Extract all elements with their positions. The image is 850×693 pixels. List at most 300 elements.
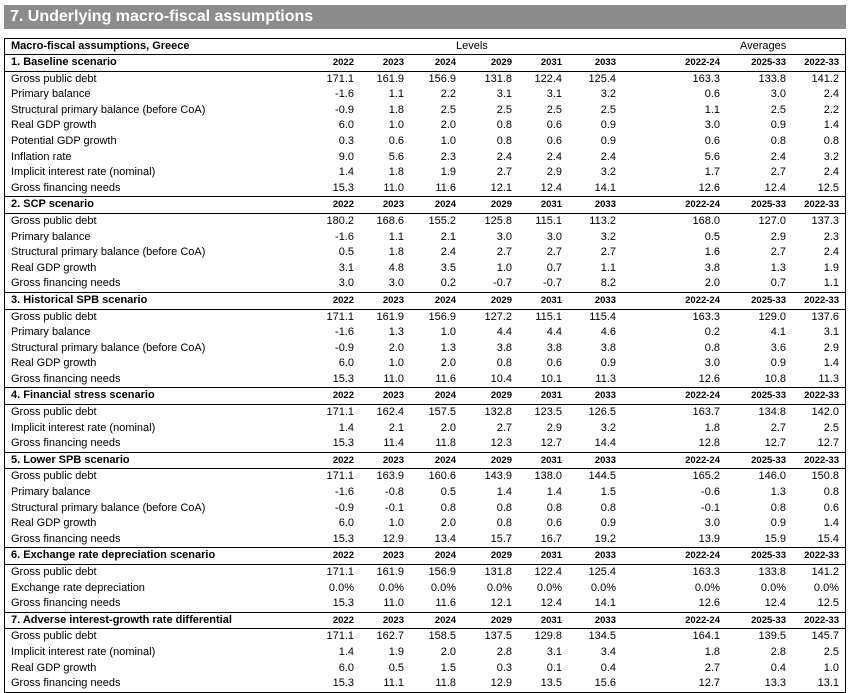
row-label: Gross financing needs bbox=[11, 597, 121, 610]
row-label: Gross public debt bbox=[11, 566, 97, 578]
table-cell: 1.6 bbox=[704, 246, 720, 259]
table-cell: 0.0% bbox=[536, 581, 562, 594]
table-cell: 1.9 bbox=[823, 261, 839, 274]
row-label: Primary balance bbox=[11, 88, 91, 101]
table-row bbox=[4, 436, 846, 453]
column-header: 2024 bbox=[434, 390, 456, 402]
table-cell: 163.3 bbox=[692, 566, 720, 578]
table-cell: 171.1 bbox=[326, 72, 354, 85]
table-cell: 0.9 bbox=[770, 357, 786, 370]
row-label: Real GDP growth bbox=[11, 119, 97, 132]
column-header: 2025-33 bbox=[751, 57, 786, 68]
column-header: 2024 bbox=[434, 57, 456, 68]
table-cell: -0.1 bbox=[701, 501, 720, 514]
row-label: Gross financing needs bbox=[11, 437, 121, 450]
table-row bbox=[4, 103, 846, 119]
table-cell: 5.6 bbox=[704, 150, 720, 163]
table-cell: 2.5 bbox=[600, 103, 616, 116]
table-cell: 133.8 bbox=[758, 566, 786, 578]
table-cell: 0.1 bbox=[546, 661, 562, 674]
table-cell: 165.2 bbox=[692, 470, 720, 483]
table-cell: 0.6 bbox=[546, 134, 562, 147]
table-cell: 2.2 bbox=[440, 88, 456, 101]
column-header: 2022-24 bbox=[685, 199, 720, 211]
table-title-banner bbox=[4, 5, 846, 29]
column-header: 2031 bbox=[540, 294, 562, 306]
table-cell: 127.2 bbox=[484, 310, 512, 323]
table-cell: 1.4 bbox=[823, 357, 839, 370]
table-cell: 158.5 bbox=[428, 630, 456, 643]
column-header: 2029 bbox=[490, 454, 512, 466]
table-cell: 171.1 bbox=[326, 470, 354, 483]
table-cell: 163.9 bbox=[376, 470, 404, 483]
column-header: 2022-33 bbox=[804, 390, 839, 402]
column-header: 2022-24 bbox=[685, 57, 720, 68]
table-cell: 157.5 bbox=[428, 406, 456, 419]
table-cell: 0.0% bbox=[694, 581, 720, 594]
table-row bbox=[4, 325, 846, 341]
table-cell: 1.0 bbox=[388, 517, 404, 530]
table-cell: 0.8 bbox=[704, 341, 720, 354]
table-cell: 162.4 bbox=[376, 406, 404, 419]
table-cell: 2.7 bbox=[600, 246, 616, 259]
table-cell: 4.6 bbox=[600, 326, 616, 339]
column-header: 2031 bbox=[540, 454, 562, 466]
table-cell: 6.0 bbox=[338, 517, 354, 530]
section-title: 1. Baseline scenario bbox=[11, 56, 117, 68]
table-cell: 5.6 bbox=[388, 150, 404, 163]
table-cell: 1.7 bbox=[704, 166, 720, 179]
table-cell: 142.0 bbox=[811, 406, 839, 419]
row-label: Gross public debt bbox=[11, 406, 97, 419]
table-cell: 113.2 bbox=[589, 214, 616, 227]
table-cell: 12.7 bbox=[764, 437, 786, 450]
table-cell: 141.2 bbox=[811, 566, 839, 578]
table-body bbox=[4, 55, 846, 693]
table-cell: 2.1 bbox=[388, 421, 404, 434]
section-header-row bbox=[4, 293, 846, 310]
table-cell: 2.7 bbox=[496, 421, 512, 434]
table-cell: 3.2 bbox=[600, 88, 616, 101]
column-header: 2033 bbox=[594, 454, 616, 466]
table-cell: 0.5 bbox=[388, 661, 404, 674]
table-cell: 11.0 bbox=[383, 181, 404, 194]
table-cell: 2.3 bbox=[823, 230, 839, 243]
table-cell: 3.0 bbox=[546, 230, 562, 243]
table-cell: 3.8 bbox=[600, 341, 616, 354]
row-label: Gross financing needs bbox=[11, 181, 121, 194]
table-cell: 15.3 bbox=[332, 437, 354, 450]
table-cell: 0.8 bbox=[770, 501, 786, 514]
table-cell: 168.0 bbox=[692, 214, 720, 227]
table-cell: 6.0 bbox=[338, 357, 354, 370]
table-cell: 3.1 bbox=[496, 88, 512, 101]
column-header: 2022 bbox=[332, 294, 354, 306]
table-cell: 1.4 bbox=[823, 119, 839, 132]
table-cell: 1.1 bbox=[823, 277, 839, 290]
section-header-row bbox=[4, 388, 846, 405]
table-cell: 1.4 bbox=[338, 645, 354, 658]
table-cell: 8.2 bbox=[600, 277, 616, 290]
table-cell: 137.5 bbox=[484, 630, 512, 643]
section-header-row bbox=[4, 613, 846, 630]
table-cell: 3.2 bbox=[600, 230, 616, 243]
table-cell: 160.6 bbox=[428, 470, 456, 483]
table-cell: 0.5 bbox=[440, 486, 456, 499]
table-cell: 0.6 bbox=[546, 357, 562, 370]
table-cell: 3.2 bbox=[823, 150, 839, 163]
table-cell: 3.2 bbox=[600, 166, 616, 179]
table-cell: 2.5 bbox=[770, 103, 786, 116]
table-cell: 2.0 bbox=[440, 421, 456, 434]
table-row bbox=[4, 372, 846, 389]
column-header: 2022-33 bbox=[804, 57, 839, 68]
section-header-row bbox=[4, 55, 846, 72]
table-row bbox=[4, 532, 846, 549]
table-cell: 2.5 bbox=[546, 103, 562, 116]
row-label: Structural primary balance (before CoA) bbox=[11, 246, 206, 259]
table-cell: 2.0 bbox=[704, 277, 720, 290]
table-cell: 131.8 bbox=[484, 72, 512, 85]
column-header: 2029 bbox=[490, 294, 512, 306]
row-label: Exchange rate depreciation bbox=[11, 581, 145, 594]
table-cell: 0.4 bbox=[770, 661, 786, 674]
table-row bbox=[4, 87, 846, 103]
table-cell: 1.3 bbox=[770, 486, 786, 499]
table-cell: 4.1 bbox=[770, 326, 786, 339]
column-header: 2022 bbox=[332, 390, 354, 402]
table-cell: 1.0 bbox=[440, 326, 456, 339]
table-cell: 0.6 bbox=[546, 517, 562, 530]
table-cell: 2.5 bbox=[823, 421, 839, 434]
column-header: 2024 bbox=[434, 550, 456, 562]
table-cell: 0.6 bbox=[704, 88, 720, 101]
table-cell: 1.5 bbox=[440, 661, 456, 674]
table-row bbox=[4, 629, 846, 645]
table-cell: 0.9 bbox=[600, 134, 616, 147]
table-cell: 146.0 bbox=[758, 470, 786, 483]
column-header: 2033 bbox=[594, 550, 616, 562]
column-header: 2025-33 bbox=[751, 390, 786, 402]
section-title: 4. Financial stress scenario bbox=[11, 389, 155, 402]
column-header: 2031 bbox=[540, 57, 562, 68]
table-cell: 2.1 bbox=[440, 230, 456, 243]
table-cell: 2.4 bbox=[600, 150, 616, 163]
levels-group-label: Levels bbox=[456, 40, 488, 52]
section-title: 3. Historical SPB scenario bbox=[11, 293, 148, 306]
table-cell: 12.4 bbox=[540, 597, 562, 610]
table-row bbox=[4, 356, 846, 372]
column-header: 2025-33 bbox=[751, 199, 786, 211]
table-cell: 12.3 bbox=[490, 437, 512, 450]
table-cell: 15.6 bbox=[594, 677, 616, 690]
table-row bbox=[4, 645, 846, 661]
table-cell: -0.9 bbox=[335, 103, 354, 116]
table-cell: 0.9 bbox=[770, 119, 786, 132]
table-cell: 12.5 bbox=[817, 597, 839, 610]
table-row bbox=[4, 214, 846, 230]
table-cell: 4.4 bbox=[546, 326, 562, 339]
section-header-row bbox=[4, 197, 846, 214]
table-cell: 1.0 bbox=[388, 119, 404, 132]
table-cell: 2.4 bbox=[823, 246, 839, 259]
table-cell: 3.2 bbox=[600, 421, 616, 434]
table-cell: 0.8 bbox=[496, 357, 512, 370]
row-label: Primary balance bbox=[11, 326, 91, 339]
table-cell: 1.1 bbox=[388, 88, 404, 101]
table-row bbox=[4, 165, 846, 181]
column-header: 2022 bbox=[332, 199, 354, 211]
row-label: Implicit interest rate (nominal) bbox=[11, 166, 156, 179]
column-header: 2023 bbox=[382, 390, 404, 402]
table-cell: 0.8 bbox=[440, 501, 456, 514]
table-cell: -0.7 bbox=[543, 277, 562, 290]
table-cell: -0.8 bbox=[385, 486, 404, 499]
table-cell: 0.0% bbox=[590, 581, 616, 594]
table-cell: 12.4 bbox=[764, 181, 786, 194]
table-cell: -1.6 bbox=[335, 230, 354, 243]
row-label: Real GDP growth bbox=[11, 661, 97, 674]
table-cell: 1.4 bbox=[338, 421, 354, 434]
table-cell: 2.7 bbox=[496, 166, 512, 179]
table-cell: 129.8 bbox=[534, 630, 562, 643]
table-row bbox=[4, 516, 846, 532]
table-cell: 0.5 bbox=[704, 230, 720, 243]
table-row bbox=[4, 469, 846, 485]
table-cell: 6.0 bbox=[338, 661, 354, 674]
table-cell: 122.4 bbox=[534, 72, 562, 85]
table-cell: 1.1 bbox=[704, 103, 720, 116]
column-header: 2022 bbox=[332, 57, 354, 68]
column-header: 2031 bbox=[540, 550, 562, 562]
table-cell: 11.8 bbox=[435, 437, 456, 450]
table-cell: 1.0 bbox=[496, 261, 512, 274]
table-cell: 12.6 bbox=[698, 372, 720, 385]
table-cell: -0.9 bbox=[335, 501, 354, 514]
table-cell: 15.4 bbox=[817, 532, 839, 545]
table-cell: 2.7 bbox=[704, 661, 720, 674]
table-cell: 2.9 bbox=[823, 341, 839, 354]
table-cell: 13.9 bbox=[698, 532, 720, 545]
table-right-border bbox=[845, 38, 846, 693]
column-header: 2022-33 bbox=[804, 550, 839, 562]
table-cell: -1.6 bbox=[335, 326, 354, 339]
column-header: 2025-33 bbox=[751, 454, 786, 466]
table-row bbox=[4, 501, 846, 517]
table-cell: 161.9 bbox=[376, 72, 404, 85]
table-cell: 2.7 bbox=[546, 246, 562, 259]
table-title: 7. Underlying macro-fiscal assumptions bbox=[10, 8, 314, 25]
table-cell: 132.8 bbox=[484, 406, 512, 419]
column-header: 2029 bbox=[490, 199, 512, 211]
row-label: Gross financing needs bbox=[11, 372, 121, 385]
column-header: 2023 bbox=[382, 57, 404, 68]
table-cell: 0.0% bbox=[430, 581, 456, 594]
table-cell: 12.1 bbox=[490, 181, 512, 194]
column-header: 2024 bbox=[434, 199, 456, 211]
table-cell: 12.7 bbox=[698, 677, 720, 690]
column-header: 2023 bbox=[382, 294, 404, 306]
column-header: 2022 bbox=[332, 614, 354, 626]
table-cell: 0.9 bbox=[600, 119, 616, 132]
table-cell: 1.4 bbox=[823, 517, 839, 530]
table-cell: 2.5 bbox=[823, 645, 839, 658]
table-cell: 2.5 bbox=[496, 103, 512, 116]
column-header: 2029 bbox=[490, 57, 512, 68]
table-cell: 3.0 bbox=[338, 277, 354, 290]
table-header-row bbox=[4, 38, 846, 55]
table-cell: 4.8 bbox=[388, 261, 404, 274]
table-cell: 155.2 bbox=[428, 214, 456, 227]
row-label: Real GDP growth bbox=[11, 517, 97, 530]
table-header-label: Macro-fiscal assumptions, Greece bbox=[11, 40, 190, 52]
row-label: Real GDP growth bbox=[11, 261, 97, 274]
table-cell: 0.9 bbox=[600, 517, 616, 530]
table-cell: 1.8 bbox=[388, 166, 404, 179]
table-cell: 115.1 bbox=[535, 214, 562, 227]
table-row bbox=[4, 485, 846, 501]
table-cell: 0.7 bbox=[546, 261, 562, 274]
table-cell: 0.0% bbox=[486, 581, 512, 594]
table-cell: 1.4 bbox=[546, 486, 562, 499]
column-header: 2033 bbox=[594, 614, 616, 626]
row-label: Gross public debt bbox=[11, 72, 97, 85]
table-cell: 141.2 bbox=[811, 72, 839, 85]
column-header: 2029 bbox=[490, 614, 512, 626]
table-cell: 11.3 bbox=[595, 372, 616, 385]
table-cell: 3.0 bbox=[704, 119, 720, 132]
table-cell: 115.1 bbox=[535, 310, 562, 323]
table-cell: 0.9 bbox=[600, 357, 616, 370]
column-header: 2023 bbox=[382, 199, 404, 211]
table-cell: 171.1 bbox=[326, 310, 354, 323]
table-cell: 14.4 bbox=[594, 437, 616, 450]
table-cell: 13.4 bbox=[434, 532, 456, 545]
table-cell: 0.6 bbox=[388, 134, 404, 147]
table-cell: -0.6 bbox=[701, 486, 720, 499]
row-label: Gross financing needs bbox=[11, 677, 121, 690]
table-cell: 19.2 bbox=[594, 532, 616, 545]
table-cell: 14.1 bbox=[594, 181, 616, 194]
table-cell: 2.7 bbox=[770, 246, 786, 259]
table-cell: 156.9 bbox=[428, 72, 456, 85]
table-cell: 3.8 bbox=[496, 341, 512, 354]
table-cell: 3.1 bbox=[546, 88, 562, 101]
table-cell: 133.8 bbox=[758, 72, 786, 85]
table-row bbox=[4, 118, 846, 134]
table-cell: 13.1 bbox=[817, 677, 839, 690]
table-cell: 168.6 bbox=[376, 214, 404, 227]
table-cell: 0.8 bbox=[496, 119, 512, 132]
table-cell: 0.4 bbox=[600, 661, 616, 674]
table-row bbox=[4, 72, 846, 88]
column-header: 2029 bbox=[490, 390, 512, 402]
column-header: 2022 bbox=[332, 550, 354, 562]
table-cell: 14.1 bbox=[594, 597, 616, 610]
table-cell: 2.9 bbox=[546, 421, 562, 434]
column-header: 2025-33 bbox=[751, 614, 786, 626]
table-row bbox=[4, 421, 846, 437]
column-header: 2024 bbox=[434, 614, 456, 626]
row-label: Real GDP growth bbox=[11, 357, 97, 370]
column-header: 2029 bbox=[490, 550, 512, 562]
table-cell: 13.5 bbox=[540, 677, 562, 690]
row-label: Implicit interest rate (nominal) bbox=[11, 645, 156, 658]
table-cell: 15.3 bbox=[332, 532, 354, 545]
table-cell: 3.8 bbox=[546, 341, 562, 354]
column-header: 2022-33 bbox=[804, 294, 839, 306]
column-header: 2033 bbox=[594, 390, 616, 402]
table-cell: 2.0 bbox=[388, 341, 404, 354]
table-cell: 12.8 bbox=[698, 437, 720, 450]
table-cell: -0.1 bbox=[385, 501, 404, 514]
column-header: 2023 bbox=[382, 614, 404, 626]
table-cell: 3.6 bbox=[770, 341, 786, 354]
table-cell: 0.0% bbox=[760, 581, 786, 594]
row-label: Gross financing needs bbox=[11, 532, 121, 545]
table-cell: 0.8 bbox=[823, 134, 839, 147]
table-cell: 11.6 bbox=[435, 597, 456, 610]
table-cell: 129.0 bbox=[758, 310, 786, 323]
column-header: 2022-33 bbox=[804, 454, 839, 466]
table-cell: 11.3 bbox=[818, 372, 839, 385]
table-cell: 0.2 bbox=[440, 277, 456, 290]
table-cell: 143.9 bbox=[484, 470, 512, 483]
table-cell: 164.1 bbox=[692, 630, 720, 643]
table-left-border bbox=[4, 38, 5, 693]
table-cell: 163.3 bbox=[692, 310, 720, 323]
table-cell: 12.7 bbox=[817, 437, 839, 450]
table-cell: 2.4 bbox=[823, 166, 839, 179]
table-cell: 0.7 bbox=[770, 277, 786, 290]
table-cell: 2.0 bbox=[440, 517, 456, 530]
table-cell: 1.9 bbox=[440, 166, 456, 179]
table-cell: 1.3 bbox=[388, 326, 404, 339]
table-cell: 0.8 bbox=[823, 486, 839, 499]
row-label: Gross public debt bbox=[11, 630, 97, 643]
table-cell: 2.7 bbox=[496, 246, 512, 259]
table-cell: 3.0 bbox=[770, 88, 786, 101]
table-cell: 123.5 bbox=[534, 406, 562, 419]
table-cell: 2.8 bbox=[770, 645, 786, 658]
column-header: 2025-33 bbox=[751, 294, 786, 306]
column-header: 2022 bbox=[332, 454, 354, 466]
table-cell: 1.4 bbox=[496, 486, 512, 499]
row-label: Structural primary balance (before CoA) bbox=[11, 341, 206, 354]
table-cell: 0.6 bbox=[546, 119, 562, 132]
column-header: 2033 bbox=[594, 294, 616, 306]
table-cell: 12.6 bbox=[698, 181, 720, 194]
table-cell: 0.0% bbox=[813, 581, 839, 594]
table-cell: 0.3 bbox=[496, 661, 512, 674]
table-row bbox=[4, 676, 846, 693]
table-cell: 134.5 bbox=[588, 630, 616, 643]
table-cell: 2.4 bbox=[496, 150, 512, 163]
table-cell: 161.9 bbox=[376, 310, 404, 323]
table-cell: 10.1 bbox=[540, 372, 562, 385]
table-cell: 163.7 bbox=[692, 406, 720, 419]
table-cell: 11.0 bbox=[383, 372, 404, 385]
table-cell: 1.8 bbox=[704, 421, 720, 434]
section-header-row bbox=[4, 548, 846, 565]
table-cell: 0.8 bbox=[496, 501, 512, 514]
section-title: 2. SCP scenario bbox=[11, 198, 94, 211]
table-cell: 9.0 bbox=[338, 150, 354, 163]
table-row bbox=[4, 661, 846, 677]
table-cell: -1.6 bbox=[335, 486, 354, 499]
table-cell: 15.3 bbox=[332, 181, 354, 194]
table-cell: 11.6 bbox=[435, 181, 456, 194]
